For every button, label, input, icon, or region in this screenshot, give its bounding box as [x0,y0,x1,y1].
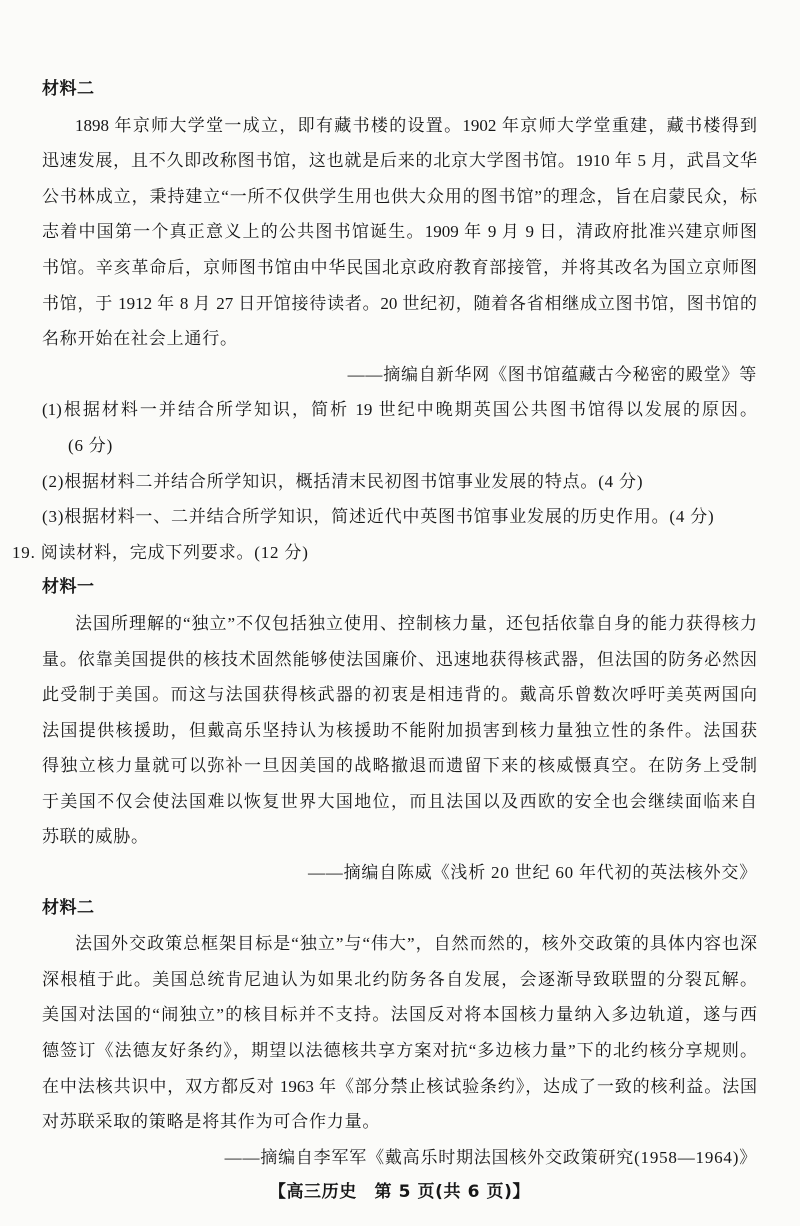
passage-line: 书馆，于 1912 年 8 月 27 日开馆接待读者。20 世纪初，随着各省相继成立图书馆，图书馆的 [42,293,757,313]
passage-line: 此受制于美国。而这与法国获得核武器的初衷是相违背的。戴高乐曾数次呼吁美英两国向 [42,685,757,705]
passage-line: 志着中国第一个真正意义上的公共图书馆诞生。1909 年 9 月 9 日，清政府批准兴建京师图 [42,222,757,242]
question-text: (2)根据材料二并结合所学知识，概括清末民初图书馆事业发展的特点。(4 分) [42,471,644,491]
passage-line: 书馆。辛亥革命后，京师图书馆由中华民国北京政府教育部接管，并将其改名为国立京师图 [42,257,757,277]
material-heading: 材料二 [42,79,95,99]
passage-line: 法国提供核援助，但戴高乐坚持认为核援助不能附加损害到核力量独立性的条件。法国获 [42,720,757,740]
passage-line: 于美国不仅会使法国难以恢复世界大国地位，而且法国以及西欧的安全也会继续面临来自 [42,791,757,811]
source-citation: ——摘编自李军军《戴高乐时期法国核外交政策研究(1958—1964)》 [224,1147,757,1167]
passage-line: 德签订《法德友好条约》，期望以法德核共享方案对抗“多边核力量”下的北约核分享规则。 [42,1041,757,1061]
passage-line: 美国对法国的“闹独立”的核目标并不支持。法国反对将本国核力量纳入多边轨道，遂与西 [42,1005,757,1025]
question-19 [12,535,757,1176]
passage-line: 深根植于此。美国总统肯尼迪认为如果北约防务各自发展，会逐渐导致联盟的分裂瓦解。 [42,969,757,989]
question-stem: 19. 阅读材料，完成下列要求。(12 分) [12,542,309,562]
question-points: (6 分) [68,435,114,455]
passage-line: 苏联的威胁。 [42,827,149,847]
passage-line: 法国所理解的“独立”不仅包括独立使用、控制核力量，还包括依靠自身的能力获得核力 [75,613,757,633]
question-text: (3)根据材料一、二并结合所学知识，简述近代中英图书馆事业发展的历史作用。(4 分) [42,507,715,527]
source-citation: ——摘编自陈威《浅析 20 世纪 60 年代初的英法核外交》 [308,863,757,883]
passage-line: 1898 年京师大学堂一成立，即有藏书楼的设置。1902 年京师大学堂重建，藏书楼得到 [75,115,757,135]
source-citation: ——摘编自新华网《图书馆蕴藏古今秘密的殿堂》等 [347,364,757,384]
passage-line: 名称开始在社会上通行。 [42,329,238,349]
question-list [42,392,757,534]
passage-line: 得独立核力量就可以弥补一旦因美国的战略撤退而遗留下来的核威慑真空。在防务上受制 [42,756,757,776]
passage-line: 在中法核共识中，双方都反对 1963 年《部分禁止核试验条约》，达成了一致的核利益。法国 [42,1076,757,1096]
passage-line: 法国外交政策总框架目标是“独立”与“伟大”，自然而然的，核外交政策的具体内容也深 [75,934,757,954]
passage-line: 对苏联采取的策略是将其作为可合作力量。 [42,1112,381,1132]
passage-line: 公书林成立，秉持建立“一所不仅供学生用也供大众用的图书馆”的理念，旨在启蒙民众，标 [42,186,757,206]
question-text: (1)根据材料一并结合所学知识，简析 19 世纪中晚期英国公共图书馆得以发展的原因。 [42,400,757,420]
passage-line: 量。依靠美国提供的核技术固然能够使法国廉价、迅速地获得核武器，但法国的防务必然因 [42,649,757,669]
material-heading: 材料二 [42,897,95,918]
material-block-two [42,891,757,1176]
page-footer: 【高三历史 第 5 页(共 6 页)】 [268,1182,531,1203]
material-heading: 材料一 [42,577,95,598]
passage-line: 迅速发展，且不久即改称图书馆，这也就是后来的北京大学图书馆。1910 年 5 月，武昌文华 [42,151,757,171]
material-block-library [42,72,757,392]
material-block-one [42,570,757,890]
